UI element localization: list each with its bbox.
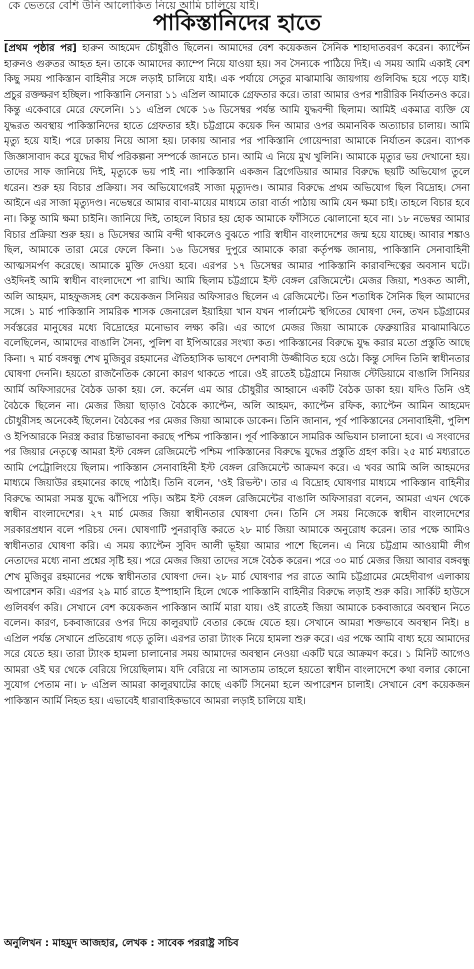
top-cut-text: কে ভেতরে বেশি উনি আলোকিত নিয়ে আমি চালিয়ে যাই। <box>8 0 260 10</box>
continuation-tag: [প্রথম পৃষ্ঠার পর] <box>4 43 77 54</box>
byline: অনুলিখন : মাহমুদ আজহার, লেখক : সাবেক পররাষ্ট্র সচিব <box>4 938 239 949</box>
article-paragraph: হারুন আহমেদ চৌধুরীও ছিলেন। আমাদের বেশ কয়েকজন সৈনিক শাহাদাতবরণ করেন। ক্যাপ্টেন হারুনও গুরুতর আহত হন। তাকে আমাদের ক্যাম্পে নিয়ে যাওয়া হয়। সব সৈন্যকে পাঠিয়ে দিই। এ সময় আমি একাই বেশ কিছু সময় পাকিস্তান বাহিনীর সঙ্গে লড়াই চালিয়ে যাই। এক পর্যায়ে সেতুর মাঝামাঝি জায়গায় গুলিবিদ্ধ হয়ে পড়ে যাই। প্রচুর রক্তক্ষরণ হচ্ছিল। পাকিস্তানি সেনারা ১১ এপ্রিল আমাকে গ্রেফতার করে। তারা আমার ওপর শারীরিক নির্যাতনও করে। কিন্তু একেবারে মেরে ফেলেনি। ১১ এপ্রিল থেকে ১৬ ডিসেম্বর পর্যন্ত আমি যুদ্ধবন্দী ছিলাম। আমিই একমাত্র ব্যক্তি যে যুদ্ধরত অবস্থায় পাকিস্তানিদের হাতে গ্রেফতার হই। চট্টগ্রামে কয়েক দিন আমার ওপর অমানবিক অত্যাচার চালায়। আমি মৃত্যু হয়ে যাই। পরে ঢাকায় নিয়ে আসা হয়। ঢাকায় আনার পর পাকিস্তানি গোয়েন্দারা আমাকে নির্যাতন করেন। ব্যাপক জিজ্ঞাসাবাদ করে যুদ্ধের দীর্ঘ পরিকল্পনা সম্পর্কে জানতে চান। আমি এ নিয়ে মুখ খুলিনি। আমাকে মৃত্যুর ভয় দেখানো হয়। তাদের সাফ জানিয়ে দিই, মৃত্যুকে ভয় পাই না। পাকিস্তানি একজন ব্রিগেডিয়ার আমার বিরুদ্ধে ছয়টি অভিযোগ তুলে ধরেন। শুরু হয় বিচার প্রক্রিয়া। সব অভিযোগেরই সাজা মৃত্যুদণ্ড। আমার বিরুদ্ধে প্রথম অভিযোগ ছিল বিদ্রোহ। সেনা আইনে এর সাজা মৃত্যুদণ্ড। নভেম্বরে আমার বাবা-মায়ের মাধ্যমে তারা বার্তা পাঠায় আমি যেন ক্ষমা চাই। তাহলে বিচার হবে না। কিন্তু আমি ক্ষমা চাইনি। জানিয়ে দিই, তাহলে বিচার হয় হোক আমাকে ফাঁসিতে ঝোলানো হবে না। ১৮ নভেম্বর আমার বিচার প্রক্রিয়া শুরু হয়। ৪ ডিসেম্বর আমি বন্দী থাকলেও বুঝতে পারি স্বাধীন বাংলাদেশের জন্ম হয়ে যাচ্ছে। আবার শঙ্কাও ছিল, আমাকে তারা মেরে ফেলে কিনা। ১৬ ডিসেম্বর দুপুরে আমাকে কারা কর্তৃপক্ষ জানায়, পাকিস্তানি সেনাবাহিনী আত্মসমর্পণ করেছে। আমাকে মুক্তি দেওয়া হবে। এরপর ১৭ ডিসেম্বর আমার পাকিস্তানি কারাবন্দিত্বের অবসান ঘটে। ওইদিনই আমি স্বাধীন বাংলাদেশে পা রাখি। আমি ছিলাম চট্টগ্রামে ইস্ট বেঙ্গল রেজিমেন্টে। মেজর জিয়া, শওকত আলী, অলি আহমদ, মাহফুজসহ বেশ কয়েকজন সিনিয়র অফিসারও ছিলেন এ রেজিমেন্টে। তিন শতাধিক সৈনিক ছিল আমাদের সঙ্গে। ১ মার্চ পাকিস্তানি সামরিক শাসক জেনারেল ইয়াহিয়া খান যখন পার্লামেন্ট স্থগিতের ঘোষণা দেন, তখন চট্টগ্রামের সর্বস্তরের মানুষের মধ্যে বিদ্রোহের মনোভাব লক্ষ্য করি। এর আগে মেজর জিয়া আমাকে ফেব্রুয়ারির মাঝামাঝিতে বলেছিলেন, আমাদের বাঙালি সৈন্য, পুলিশ বা ইপিআরের সংখ্যা কত। পাকিস্তানের বিরুদ্ধে যুদ্ধ করার মতো প্রস্তুতি আছে কিনা। ৭ মার্চ বঙ্গবন্ধু শেখ মুজিবুর রহমানের ঐতিহাসিক ভাষণে দেশবাসী উজ্জীবিত হয়ে ওঠে। কিন্তু সেদিন তিনি স্বাধীনতার ঘোষণা দেননি। হয়তো রাজনৈতিক কোনো কারণ থাকতে পারে। ওই রাতেই চট্টগ্রামে নিয়াজ স্টেডিয়ামে বাঙালি সিনিয়র আর্মি অফিসারদের বৈঠক ডাকা হয়। লে. কর্নেল এম আর চৌধুরীর আহ্বানে একটি বৈঠক ডাকা হয়। যদিও তিনি ওই বৈঠকে ছিলেন না। মেজর জিয়া ছাড়াও বৈঠকে ক্যাপ্টেন, অলি আহমদ, ক্যাপ্টেন রফিক, ক্যাপ্টেন আমিন আহমেদ চৌধুরীসহ অনেকেই ছিলেন। বৈঠকের পর মেজর জিয়া আমাকে ডাকেন। তিনি জানান, পূর্ব পাকিস্তানের সেনাবাহিনী, পুলিশ ও ইপিআরকে নিরস্ত্র করার চিন্তাভাবনা করছে পশ্চিম পাকিস্তান। পূর্ব পাকিস্তানে সামরিক অভিযান চালানো হবে। এ সংবাদের পর জিয়ার নেতৃত্বে আমরা ইস্ট বেঙ্গল রেজিমেন্টে পশ্চিম পাকিস্তানের বিরুদ্ধে যুদ্ধের প্রস্তুতি গ্রহণ করি। ২৫ মার্চ মধ্যরাতে আমি পেট্রোলিংয়ে ছিলাম। পাকিস্তান সেনাবাহিনী ইস্ট বেঙ্গল রেজিমেন্টে আক্রমণ করে। এ খবর আমি অলি আহমদের মাধ্যমে জিয়াউর রহমানের কাছে পাঠাই। তিনি বলেন, 'ওই রিভল্ট'। তার এ বিদ্রোহ ঘোষণার মাধ্যমে পাকিস্তান বাহিনীর বিরুদ্ধে আমরা সমস্ত যুদ্ধে ঝাঁপিয়ে পড়ি। অষ্টম ইস্ট বেঙ্গল রেজিমেন্টের বাঙালি অফিসাররা বলেন, আমরা এখন থেকে স্বাধীন বাংলাদেশের। ২৭ মার্চ মেজর জিয়া স্বাধীনতার ঘোষণা দেন। তিনি সে সময় নিজেকে স্বাধীন বাংলাদেশের সরকারপ্রধান বলে পরিচয় দেন। ঘোষণাটি পুনরাবৃত্তি করতে ২৮ মার্চ জিয়া আমাকে অনুরোধ করেন। তার পক্ষে আমিও স্বাধীনতার ঘোষণা করি। এ সময় ক্যাপ্টেন সুবিদ আলী ভূইয়া আমার পাশে ছিলেন। এ নিয়ে চট্টগ্রাম আওয়ামী লীগ নেতাদের মধ্যে নানা প্রশ্নের সৃষ্টি হয়। পরে মেজর জিয়া তাদের সঙ্গে বৈঠক করেন। পরে ৩০ মার্চ মেজর জিয়া আবার বঙ্গবন্ধু শেখ মুজিবুর রহমানের পক্ষে স্বাধীনতার ঘোষণা দেন। ২৮ মার্চ ঘোষণার পর রাতে আমি চট্টগ্রামের মেহেদীবাগ এলাকায় অপারেশন করি। এরপর ২৯ মার্চ রাতে ইস্পাহানি হিলে থেকে পাকিস্তানি বাহিনীর বিরুদ্ধে লড়াই শুরু করি। সার্কিট হাউসে গুলিবর্ষণ করি। সেখানে বেশ কয়েকজন পাকিস্তান আর্মি মারা যায়। ওই রাতেই জিয়া আমাকে চকবাজারে অবস্থান নিতে বলেন। কারণ, চকবাজারের ওপর দিয়ে কালুরঘাট বেতার কেন্দ্রে যেতে হয়। সেখানে আমরা শক্তভাবে অবস্থান নিই। ৪ এপ্রিল পর্যন্ত সেখানে প্রতিরোধ গড়ে তুলি। এরপর তারা ট্যাংক নিয়ে হামলা শুরু করে। এর পক্ষে আমি বাধ্য হয়ে আমাদের সরে যেতে হয়। তারা ট্যাংক হামলা চালানোর সময় আমাদের অবস্থান নেওয়া একটি ঘরে আক্রমণ করে। ১ মিনিট আগেও আমরা ওই ঘর থেকে বেরিয়ে গিয়েছিলাম। যদি বেরিয়ে না আসতাম তাহলে হয়তো স্বাধীন বাংলাদেশে কথা বলার কোনো সুযোগ পেতাম না। ৮ এপ্রিল আমরা কালুরঘাটের কাছে একটি সিনেমা হলে অপারেশন চালাই। সেখানে বেশ কয়েকজন পাকিস্তান আর্মি নিহত হয়। এভাবেই ধারাবাহিকভাবে আমরা লড়াই চালিয়ে যাই। <box>4 43 470 707</box>
article-body <box>4 41 470 931</box>
headline: পাকিস্তানিদের হাতে <box>152 11 322 36</box>
